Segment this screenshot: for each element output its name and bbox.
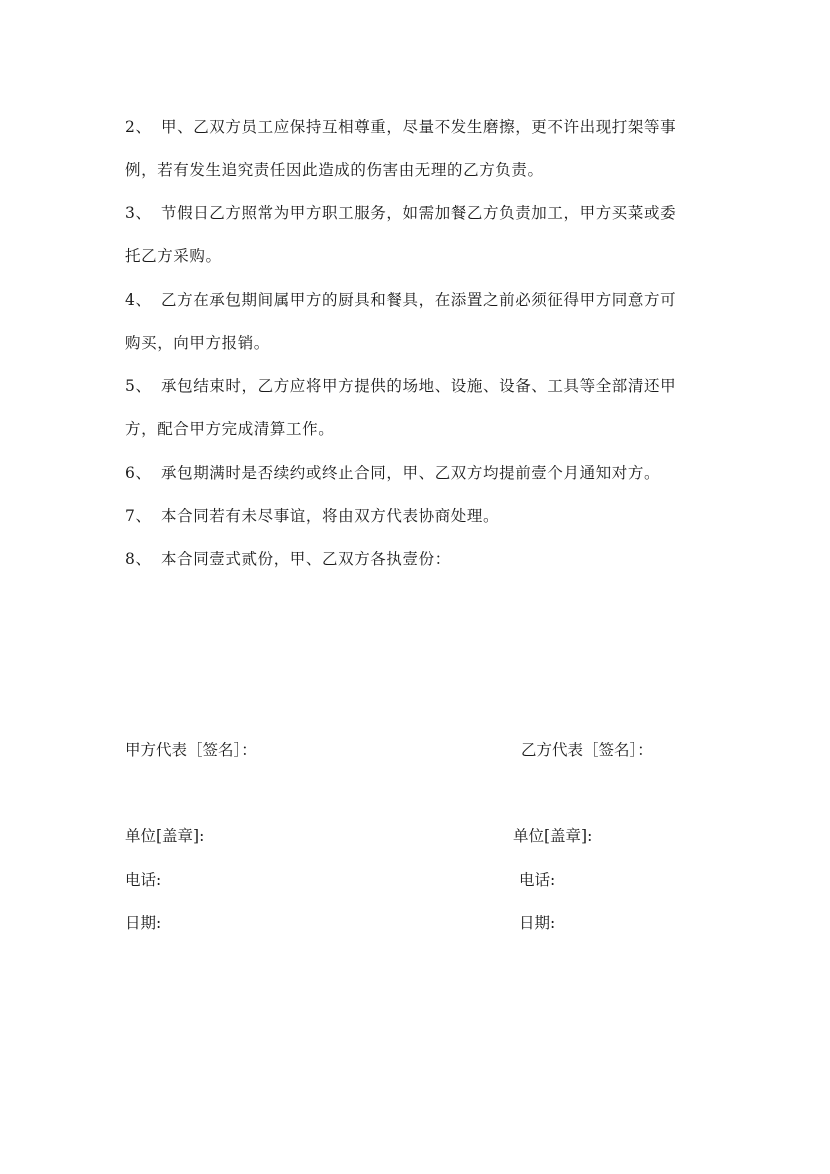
clause-number: 8、 — [125, 550, 152, 568]
clause-4-line-1 — [125, 290, 676, 310]
clause-3-line-2: 托乙方采购。 — [125, 247, 222, 265]
clause-3-line-1 — [125, 203, 676, 223]
clause-text: 本合同若有未尽事谊，将由双方代表协商处理。 — [161, 507, 500, 525]
clause-number: 3、 — [125, 204, 152, 222]
clause-7 — [125, 506, 499, 526]
party-a-representative: 甲方代表［签名］： — [125, 741, 257, 759]
party-a-date: 日期: — [125, 914, 162, 932]
clause-8 — [125, 549, 451, 569]
clause-4-line-2: 购买，向甲方报销。 — [125, 334, 270, 352]
clause-text: 承包结束时，乙方应将甲方提供的场地、设施、设备、工具等全部清还甲 — [161, 377, 677, 395]
clause-6 — [125, 463, 660, 483]
clause-5-line-1 — [125, 376, 676, 396]
clause-number: 2、 — [125, 118, 152, 136]
clause-number: 6、 — [125, 464, 152, 482]
clause-text: 甲、乙双方员工应保持互相尊重，尽量不发生磨擦，更不许出现打架等事 — [161, 118, 677, 136]
clause-text: 本合同壹式贰份，甲、乙双方各执壹份： — [161, 550, 451, 568]
clause-2-line-1 — [125, 117, 676, 137]
party-b-unit: 单位[盖章]: — [513, 827, 593, 845]
clause-5-line-2: 方，配合甲方完成清算工作。 — [125, 420, 335, 438]
party-b-date: 日期: — [519, 914, 556, 932]
clause-number: 4、 — [125, 291, 152, 309]
party-b-representative: 乙方代表［签名］： — [521, 741, 653, 759]
clause-text: 承包期满时是否续约或终止合同，甲、乙双方均提前壹个月通知对方。 — [161, 464, 661, 482]
clause-number: 5、 — [125, 377, 152, 395]
clause-text: 节假日乙方照常为甲方职工服务，如需加餐乙方负责加工，甲方买菜或委 — [161, 204, 677, 222]
party-b-phone: 电话: — [519, 871, 556, 889]
party-a-unit: 单位[盖章]: — [125, 827, 205, 845]
clause-text: 乙方在承包期间属甲方的厨具和餐具，在添置之前必须征得甲方同意方可 — [161, 291, 677, 309]
party-a-phone: 电话: — [125, 871, 162, 889]
clause-number: 7、 — [125, 507, 152, 525]
clause-2-line-2: 例，若有发生追究责任因此造成的伤害由无理的乙方负责。 — [125, 161, 544, 179]
